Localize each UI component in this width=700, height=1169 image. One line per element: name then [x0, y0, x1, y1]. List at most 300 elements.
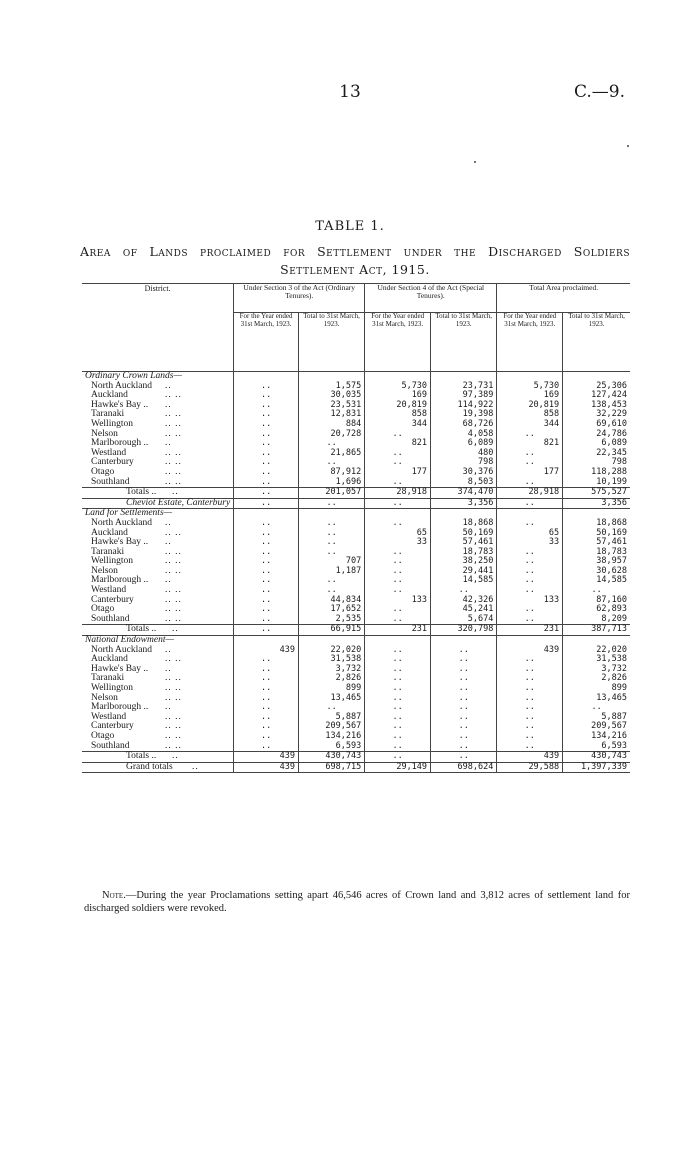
- cell-c6: 32,229: [563, 410, 630, 420]
- leader-dots: .. ..: [165, 613, 182, 624]
- cell-c3: 177: [365, 468, 431, 478]
- cell-c6: 50,169: [563, 529, 630, 539]
- district-label: Grand totals: [126, 761, 173, 772]
- cell-c4: ..: [431, 694, 497, 704]
- cell-c4: ..: [431, 742, 497, 752]
- cell-c2: 44,834: [298, 596, 364, 606]
- district-label: Canterbury: [91, 594, 134, 605]
- cell-c3: ..: [365, 567, 431, 577]
- year-ended-header: For the Year ended 31st March, 1923.: [497, 313, 563, 372]
- district-label: Southland: [91, 613, 130, 624]
- cell-c6: 899: [563, 684, 630, 694]
- table-subtitle: Area of Lands proclaimed for Settlement under the Discharged Soldiers Settlement Act, 1915.: [80, 244, 630, 277]
- cell-c2: 1,187: [298, 567, 364, 577]
- leader-dots: .. ..: [165, 565, 182, 576]
- cell-c4: ..: [431, 752, 497, 763]
- cell-c6: 3,356: [563, 498, 630, 509]
- cell-c5: ..: [497, 655, 563, 665]
- cell-c3: 133: [365, 596, 431, 606]
- leader-dots: .. ..: [165, 740, 182, 751]
- cell-c6: 387,713: [563, 625, 630, 636]
- cell-c6: 3,732: [563, 665, 630, 675]
- cell-c4: ..: [431, 586, 497, 596]
- cell-c1: ..: [234, 567, 299, 577]
- table-body: [82, 372, 630, 773]
- page-reference: C.—9.: [573, 82, 625, 102]
- leader-dots: .. ..: [165, 457, 182, 468]
- leader-dots: ..: [172, 624, 179, 635]
- district-label: Totals ..: [126, 751, 157, 762]
- cell-c3: ..: [365, 703, 431, 713]
- cell-c3: ..: [365, 684, 431, 694]
- leader-dots: .. ..: [165, 556, 182, 567]
- cell-c1: ..: [234, 576, 299, 586]
- cell-c1: ..: [234, 391, 299, 401]
- cell-c4: 57,461: [431, 538, 497, 548]
- cell-c3: ..: [365, 752, 431, 763]
- cell-c5: ..: [497, 557, 563, 567]
- cell-c1: ..: [234, 529, 299, 539]
- cell-c4: 320,798: [431, 625, 497, 636]
- cell-c1: ..: [234, 615, 299, 625]
- district-name: [82, 762, 234, 773]
- cell-c1: ..: [234, 488, 299, 499]
- cell-c5: ..: [497, 605, 563, 615]
- cell-c4: 29,441: [431, 567, 497, 577]
- year-ended-header: For the Year ended 31st March, 1923.: [234, 313, 299, 372]
- cell-c6: 6,089: [563, 439, 630, 449]
- cell-c5: 133: [497, 596, 563, 606]
- table-row: [82, 478, 630, 488]
- cell-c3: ..: [365, 586, 431, 596]
- cell-c1: ..: [234, 458, 299, 468]
- cell-c3: 858: [365, 410, 431, 420]
- district-label: Auckland: [91, 390, 128, 401]
- district-label: Totals ..: [126, 487, 157, 498]
- cell-c4: ..: [431, 722, 497, 732]
- cell-c4: 480: [431, 449, 497, 459]
- cheviot-label: Cheviot Estate, Canterbury: [82, 498, 234, 509]
- district-label: Wellington: [91, 418, 133, 429]
- cell-c4: 114,922: [431, 401, 497, 411]
- cell-c6: 31,538: [563, 655, 630, 665]
- cell-c2: 13,465: [298, 694, 364, 704]
- cell-c1: ..: [234, 382, 299, 392]
- cell-c3: 29,149: [365, 762, 431, 773]
- cell-c3: ..: [365, 674, 431, 684]
- cell-c2: 1,696: [298, 478, 364, 488]
- cell-c2: 23,531: [298, 401, 364, 411]
- cell-c1: ..: [234, 478, 299, 488]
- cell-c4: 68,726: [431, 420, 497, 430]
- cell-c1: ..: [234, 538, 299, 548]
- district-label: Auckland: [91, 527, 128, 538]
- cell-c6: 2,826: [563, 674, 630, 684]
- district-label: Nelson: [91, 692, 118, 703]
- cell-c2: 6,593: [298, 742, 364, 752]
- cell-c2: 30,035: [298, 391, 364, 401]
- cell-c4: ..: [431, 655, 497, 665]
- district-name: [82, 488, 234, 499]
- cell-c6: 18,783: [563, 548, 630, 558]
- cell-c5: 28,918: [497, 488, 563, 499]
- cell-c6: 14,585: [563, 576, 630, 586]
- cell-c6: 69,610: [563, 420, 630, 430]
- cell-c6: 5,887: [563, 713, 630, 723]
- cell-c4: ..: [431, 665, 497, 675]
- cell-c6: 575,527: [563, 488, 630, 499]
- cell-c5: ..: [497, 449, 563, 459]
- cell-c3: 5,730: [365, 382, 431, 392]
- cell-c3: 344: [365, 420, 431, 430]
- cell-c3: 20,819: [365, 401, 431, 411]
- cell-c4: 14,585: [431, 576, 497, 586]
- cell-c2: 5,887: [298, 713, 364, 723]
- district-label: Otago: [91, 466, 115, 477]
- cell-c4: 42,326: [431, 596, 497, 606]
- district-header: District.: [144, 284, 171, 293]
- leader-dots: .. ..: [165, 673, 182, 684]
- cell-c4: ..: [431, 732, 497, 742]
- leader-dots: .. ..: [165, 418, 182, 429]
- cell-c2: 707: [298, 557, 364, 567]
- cell-c6: 25,306: [563, 382, 630, 392]
- district-label: Taranaki: [91, 546, 125, 557]
- district-label: Southland: [91, 476, 130, 487]
- cell-c3: 33: [365, 538, 431, 548]
- table-row: [82, 615, 630, 625]
- totals-row: [82, 625, 630, 636]
- cell-c2: 31,538: [298, 655, 364, 665]
- leader-dots: ..: [165, 517, 172, 528]
- leader-dots: .. ..: [165, 390, 182, 401]
- cell-c2: 21,865: [298, 449, 364, 459]
- cell-c6: 62,893: [563, 605, 630, 615]
- district-label: Nelson: [91, 428, 118, 439]
- table-row: [82, 742, 630, 752]
- cell-c1: 439: [234, 762, 299, 773]
- leader-dots: .. ..: [165, 692, 182, 703]
- cell-c5: ..: [497, 703, 563, 713]
- cell-c1: ..: [234, 713, 299, 723]
- cell-c2: 884: [298, 420, 364, 430]
- district-name: [82, 625, 234, 636]
- cell-c5: ..: [497, 567, 563, 577]
- cell-c5: ..: [497, 732, 563, 742]
- cell-c4: ..: [431, 646, 497, 656]
- cell-c3: 65: [365, 529, 431, 539]
- leader-dots: .. ..: [165, 721, 182, 732]
- cell-c1: 439: [234, 646, 299, 656]
- cell-c5: 177: [497, 468, 563, 478]
- cell-c5: 20,819: [497, 401, 563, 411]
- cell-c5: ..: [497, 615, 563, 625]
- cell-c3: ..: [365, 713, 431, 723]
- note-text: —During the year Proclamations setting apart 46,546 acres of Crown land and 3,812 acres of settlement land for discharged soldiers were revoked.: [84, 890, 630, 914]
- total-area-header: Total Area proclaimed.: [497, 284, 630, 313]
- cell-c6: 134,216: [563, 732, 630, 742]
- cell-c4: ..: [431, 674, 497, 684]
- table-note: [84, 889, 630, 915]
- cell-c1: 439: [234, 752, 299, 763]
- leader-dots: ..: [172, 487, 179, 498]
- leader-dots: .. ..: [165, 476, 182, 487]
- leader-dots: .. ..: [165, 594, 182, 605]
- cell-c5: ..: [497, 430, 563, 440]
- leader-dots: ..: [165, 438, 172, 449]
- cell-c4: 23,731: [431, 382, 497, 392]
- cell-c6: 138,453: [563, 401, 630, 411]
- cell-c2: 134,216: [298, 732, 364, 742]
- cell-c2: 698,715: [298, 762, 364, 773]
- print-speck: [474, 161, 476, 163]
- leader-dots: .. ..: [165, 730, 182, 741]
- cell-c2: ..: [298, 538, 364, 548]
- district-label: North Auckland: [91, 644, 152, 655]
- cell-c2: ..: [298, 519, 364, 529]
- cell-c4: 97,389: [431, 391, 497, 401]
- print-speck: [627, 145, 629, 147]
- cell-c3: 821: [365, 439, 431, 449]
- cell-c4: 6,089: [431, 439, 497, 449]
- cell-c6: 209,567: [563, 722, 630, 732]
- cell-c6: 430,743: [563, 752, 630, 763]
- leader-dots: ..: [192, 761, 199, 772]
- district-label: Marlborough ..: [91, 438, 149, 449]
- district-label: Wellington: [91, 556, 133, 567]
- cell-c3: ..: [365, 498, 431, 509]
- cell-c4: 3,356: [431, 498, 497, 509]
- cell-c3: ..: [365, 548, 431, 558]
- cell-c2: 12,831: [298, 410, 364, 420]
- cell-c4: 374,470: [431, 488, 497, 499]
- cell-c1: ..: [234, 401, 299, 411]
- note-label: Note.: [102, 890, 126, 901]
- cell-c2: 209,567: [298, 722, 364, 732]
- district-label: Westland: [91, 711, 127, 722]
- cell-c1: ..: [234, 625, 299, 636]
- cell-c1: ..: [234, 430, 299, 440]
- cell-c6: 38,957: [563, 557, 630, 567]
- cell-c5: ..: [497, 742, 563, 752]
- cell-c1: ..: [234, 655, 299, 665]
- cell-c4: 798: [431, 458, 497, 468]
- cell-c1: ..: [234, 557, 299, 567]
- leader-dots: .. ..: [165, 683, 182, 693]
- cell-c6: 6,593: [563, 742, 630, 752]
- cell-c3: ..: [365, 655, 431, 665]
- cell-c2: ..: [298, 548, 364, 558]
- district-label: Southland: [91, 740, 130, 751]
- cell-c1: ..: [234, 665, 299, 675]
- district-label: Taranaki: [91, 673, 125, 684]
- district-label: Otago: [91, 604, 115, 615]
- cell-c2: 22,020: [298, 646, 364, 656]
- cell-c6: 127,424: [563, 391, 630, 401]
- leader-dots: .. ..: [165, 585, 182, 596]
- cell-c4: 30,376: [431, 468, 497, 478]
- total-to-header: Total to 31st March, 1923.: [563, 313, 630, 372]
- cell-c1: ..: [234, 498, 299, 509]
- table-title: TABLE 1.: [315, 219, 385, 234]
- district-label: Hawke's Bay ..: [91, 537, 149, 548]
- totals-row: [82, 488, 630, 499]
- cell-c1: ..: [234, 694, 299, 704]
- cell-c3: ..: [365, 742, 431, 752]
- cell-c5: ..: [497, 458, 563, 468]
- cell-c3: ..: [365, 430, 431, 440]
- cell-c3: ..: [365, 557, 431, 567]
- section3-header: Under Section 3 of the Act (Ordinary Tenures).: [234, 284, 365, 313]
- cell-c4: 38,250: [431, 557, 497, 567]
- cell-c2: ..: [298, 586, 364, 596]
- leader-dots: ..: [172, 751, 179, 762]
- cell-c6: ..: [563, 703, 630, 713]
- district-label: Wellington: [91, 683, 133, 693]
- cell-c1: ..: [234, 722, 299, 732]
- leader-dots: .. ..: [165, 428, 182, 439]
- district-label: North Auckland: [91, 380, 152, 391]
- district-label: Marlborough ..: [91, 702, 149, 713]
- cell-c5: 439: [497, 646, 563, 656]
- leader-dots: .. ..: [165, 711, 182, 722]
- cell-c5: ..: [497, 674, 563, 684]
- cell-c5: 65: [497, 529, 563, 539]
- totals-row: [82, 752, 630, 763]
- district-label: Westland: [91, 585, 127, 596]
- district-name: [82, 615, 234, 625]
- district-label: Canterbury: [91, 457, 134, 468]
- cell-c4: ..: [431, 713, 497, 723]
- cell-c3: ..: [365, 519, 431, 529]
- cell-c3: ..: [365, 605, 431, 615]
- total-to-header: Total to 31st March, 1923.: [298, 313, 364, 372]
- cell-c3: ..: [365, 615, 431, 625]
- cell-c1: ..: [234, 439, 299, 449]
- group-heading: Ordinary Crown Lands—: [85, 371, 182, 381]
- cell-c5: 33: [497, 538, 563, 548]
- leader-dots: ..: [165, 537, 172, 548]
- cell-c5: ..: [497, 713, 563, 723]
- cell-c5: ..: [497, 498, 563, 509]
- cell-c1: ..: [234, 420, 299, 430]
- cell-c2: 66,915: [298, 625, 364, 636]
- cell-c5: ..: [497, 548, 563, 558]
- cell-c6: 8,209: [563, 615, 630, 625]
- cell-c6: 30,628: [563, 567, 630, 577]
- cell-c3: ..: [365, 458, 431, 468]
- cell-c3: ..: [365, 449, 431, 459]
- cell-c4: 698,624: [431, 762, 497, 773]
- cell-c2: 2,826: [298, 674, 364, 684]
- cell-c5: ..: [497, 694, 563, 704]
- cell-c3: 28,918: [365, 488, 431, 499]
- district-name: [82, 478, 234, 488]
- cell-c2: ..: [298, 703, 364, 713]
- cell-c1: ..: [234, 410, 299, 420]
- cell-c2: 899: [298, 684, 364, 694]
- cell-c2: ..: [298, 458, 364, 468]
- cell-c6: 57,461: [563, 538, 630, 548]
- page-number: 13: [339, 82, 361, 102]
- cell-c6: 10,199: [563, 478, 630, 488]
- leader-dots: ..: [165, 702, 172, 713]
- cell-c5: 821: [497, 439, 563, 449]
- cell-c1: ..: [234, 605, 299, 615]
- cell-c6: 118,288: [563, 468, 630, 478]
- leader-dots: .. ..: [165, 447, 182, 458]
- cell-c4: 4,058: [431, 430, 497, 440]
- cell-c2: 2,535: [298, 615, 364, 625]
- leader-dots: .. ..: [165, 527, 182, 538]
- cell-c2: 17,652: [298, 605, 364, 615]
- cell-c3: ..: [365, 732, 431, 742]
- cell-c1: ..: [234, 596, 299, 606]
- cell-c5: ..: [497, 576, 563, 586]
- cell-c6: 22,345: [563, 449, 630, 459]
- cell-c5: 5,730: [497, 382, 563, 392]
- cell-c2: ..: [298, 576, 364, 586]
- cell-c5: 344: [497, 420, 563, 430]
- cell-c1: ..: [234, 674, 299, 684]
- cell-c2: ..: [298, 498, 364, 509]
- grand-totals-row: [82, 762, 630, 773]
- cell-c5: 231: [497, 625, 563, 636]
- cell-c2: ..: [298, 439, 364, 449]
- group-heading: Land for Settlements—: [85, 508, 173, 519]
- cell-c1: ..: [234, 468, 299, 478]
- cell-c2: 3,732: [298, 665, 364, 675]
- section4-header: Under Section 4 of the Act (Special Tenures).: [365, 284, 497, 313]
- cell-c4: 45,241: [431, 605, 497, 615]
- district-label: Hawke's Bay ..: [91, 399, 149, 410]
- cell-c6: 1,397,339: [563, 762, 630, 773]
- cell-c1: ..: [234, 548, 299, 558]
- cell-c3: ..: [365, 478, 431, 488]
- cell-c3: ..: [365, 665, 431, 675]
- cell-c5: 858: [497, 410, 563, 420]
- leader-dots: ..: [165, 644, 172, 655]
- district-label: Otago: [91, 730, 115, 741]
- cell-c4: 8,503: [431, 478, 497, 488]
- leader-dots: .. ..: [165, 654, 182, 665]
- cell-c1: ..: [234, 684, 299, 694]
- cell-c6: 798: [563, 458, 630, 468]
- district-label: Canterbury: [91, 721, 134, 732]
- cell-c4: 50,169: [431, 529, 497, 539]
- district-label: Hawke's Bay ..: [91, 663, 149, 674]
- cell-c5: ..: [497, 684, 563, 694]
- cell-c1: ..: [234, 449, 299, 459]
- district-name: [82, 752, 234, 763]
- district-label: Nelson: [91, 565, 118, 576]
- cell-c2: 1,575: [298, 382, 364, 392]
- leader-dots: .. ..: [165, 466, 182, 477]
- cell-c5: ..: [497, 722, 563, 732]
- year-ended-header: For the Year ended 31st March, 1923.: [365, 313, 431, 372]
- cell-c1: ..: [234, 586, 299, 596]
- cell-c5: 29,588: [497, 762, 563, 773]
- district-label: North Auckland: [91, 517, 152, 528]
- cell-c3: 231: [365, 625, 431, 636]
- district-label: Totals ..: [126, 624, 157, 635]
- cell-c2: 430,743: [298, 752, 364, 763]
- district-label: Taranaki: [91, 409, 125, 420]
- cheviot-row: [82, 498, 630, 509]
- cell-c3: ..: [365, 694, 431, 704]
- cell-c4: ..: [431, 703, 497, 713]
- cell-c6: 24,786: [563, 430, 630, 440]
